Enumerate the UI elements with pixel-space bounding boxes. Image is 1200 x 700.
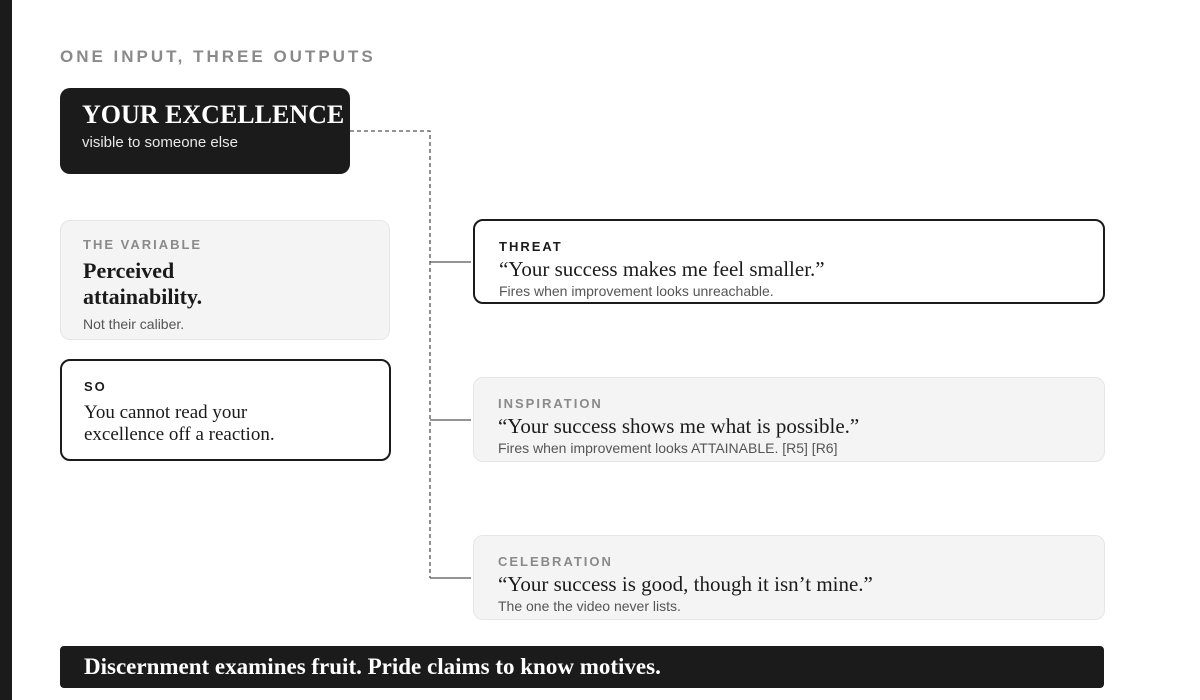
output-threat-quote: “Your success makes me feel smaller.” — [499, 257, 825, 281]
so-text: You cannot read your excellence off a reaction. — [84, 402, 275, 445]
output-celebration — [473, 535, 1105, 620]
output-threat — [473, 219, 1105, 304]
so-kicker: SO — [84, 379, 107, 394]
input-node — [60, 88, 350, 174]
output-inspiration-kicker: INSPIRATION — [498, 396, 603, 411]
output-inspiration-quote: “Your success shows me what is possible.” — [498, 414, 860, 438]
input-title: YOUR EXCELLENCE — [82, 100, 345, 129]
output-inspiration — [473, 377, 1105, 462]
so-card — [60, 359, 391, 461]
output-celebration-note: The one the video never lists. — [498, 598, 681, 614]
variable-card — [60, 220, 390, 340]
variable-value: Perceived attainability. — [83, 258, 203, 309]
left-edge-bar — [0, 0, 12, 700]
variable-note: Not their caliber. — [83, 316, 185, 332]
output-threat-kicker: THREAT — [499, 239, 563, 254]
conclusion-banner: Discernment examines fruit. Pride claims to know motives. — [60, 646, 1104, 688]
output-inspiration-note: Fires when improvement looks ATTAINABLE. [R5] [R6] — [498, 440, 838, 456]
output-threat-note: Fires when improvement looks unreachable. — [499, 283, 774, 299]
variable-kicker: THE VARIABLE — [83, 237, 203, 252]
input-subtitle: visible to someone else — [82, 134, 238, 151]
connector-trunk — [350, 131, 430, 578]
diagram-eyebrow: ONE INPUT, THREE OUTPUTS — [60, 47, 376, 66]
output-celebration-kicker: CELEBRATION — [498, 554, 613, 569]
output-celebration-quote: “Your success is good, though it isn’t mine.” — [498, 572, 873, 596]
